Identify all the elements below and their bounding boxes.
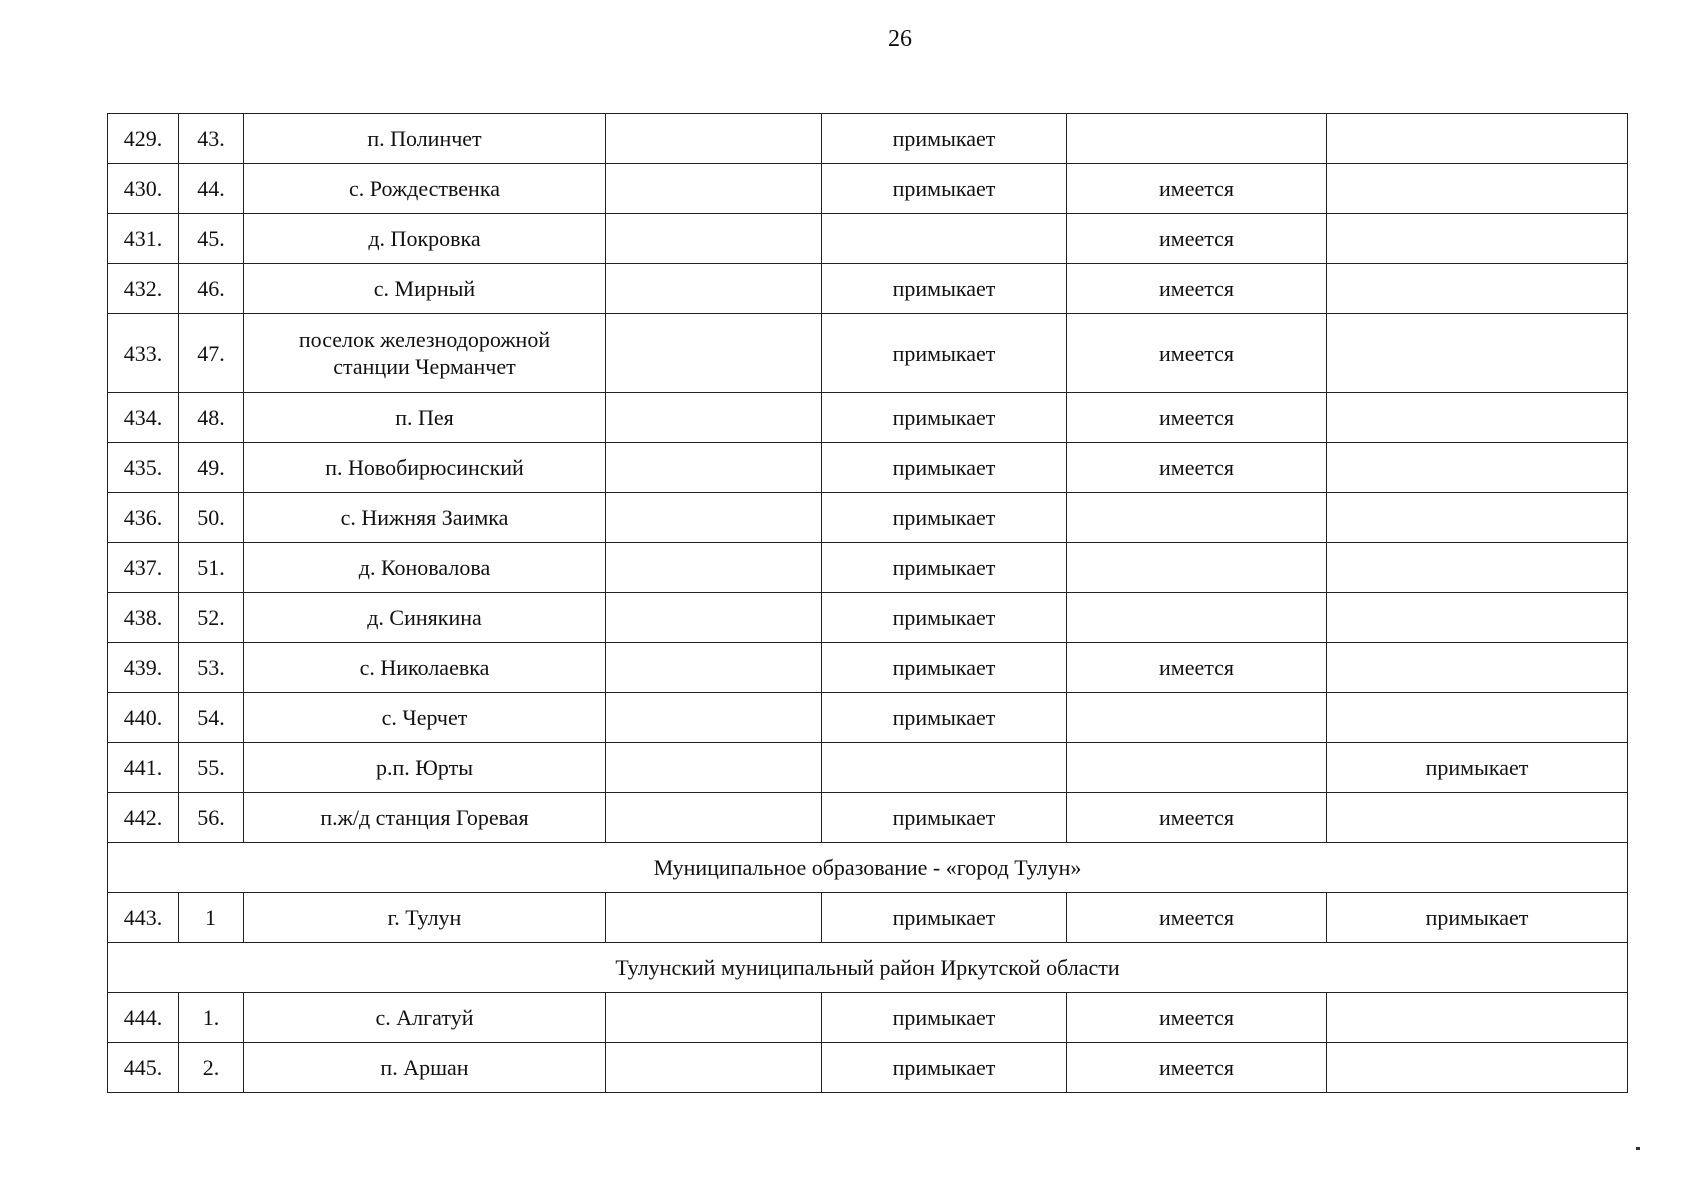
column-5-cell: примыкает [822,893,1067,943]
column-6-cell: имеется [1067,643,1327,693]
settlement-name-cell: д. Покровка [244,214,606,264]
column-7-cell [1327,1043,1628,1093]
column-6-cell [1067,493,1327,543]
settlement-name-cell: поселок железнодорожной станции Черманчет [244,314,606,393]
column-5-cell: примыкает [822,643,1067,693]
row-number-cell: 436. [108,493,179,543]
settlement-name-cell: г. Тулун [244,893,606,943]
column-4-cell [606,593,822,643]
settlement-name-cell: с. Рождественка [244,164,606,214]
column-6-cell [1067,743,1327,793]
column-7-cell [1327,793,1628,843]
column-4-cell [606,214,822,264]
column-6-cell [1067,543,1327,593]
table-row [108,493,1628,543]
column-4-cell [606,114,822,164]
column-5-cell: примыкает [822,114,1067,164]
row-number-cell: 431. [108,214,179,264]
column-6-cell [1067,114,1327,164]
column-4-cell [606,543,822,593]
column-6-cell [1067,693,1327,743]
settlement-name-cell: с. Нижняя Заимка [244,493,606,543]
column-5-cell: примыкает [822,1043,1067,1093]
column-6-cell: имеется [1067,893,1327,943]
column-5-cell: примыкает [822,543,1067,593]
local-number-cell: 46. [179,264,244,314]
local-number-cell: 1. [179,993,244,1043]
column-7-cell: примыкает [1327,743,1628,793]
column-7-cell [1327,593,1628,643]
row-number-cell: 435. [108,443,179,493]
row-number-cell: 442. [108,793,179,843]
row-number-cell: 433. [108,314,179,393]
settlement-name-cell: п. Аршан [244,1043,606,1093]
table-row [108,393,1628,443]
table-row [108,314,1628,393]
column-7-cell [1327,443,1628,493]
column-7-cell [1327,543,1628,593]
column-7-cell [1327,214,1628,264]
column-4-cell [606,643,822,693]
settlement-name-cell: д. Коновалова [244,543,606,593]
settlement-name-cell: п. Пея [244,393,606,443]
settlement-name-cell: с. Николаевка [244,643,606,693]
column-4-cell [606,264,822,314]
section-header-row [108,843,1628,893]
column-4-cell [606,314,822,393]
page-number: 26 [888,26,912,52]
local-number-cell: 1 [179,893,244,943]
row-number-cell: 429. [108,114,179,164]
column-7-cell: примыкает [1327,893,1628,943]
local-number-cell: 48. [179,393,244,443]
column-6-cell: имеется [1067,164,1327,214]
column-4-cell [606,893,822,943]
section-title-tulun-city: Муниципальное образование - «город Тулун» [108,843,1628,893]
column-7-cell [1327,993,1628,1043]
column-6-cell: имеется [1067,314,1327,393]
settlement-name-cell: п. Полинчет [244,114,606,164]
table-body [108,114,1628,1093]
local-number-cell: 53. [179,643,244,693]
column-5-cell: примыкает [822,793,1067,843]
column-6-cell: имеется [1067,793,1327,843]
table-row [108,693,1628,743]
column-4-cell [606,164,822,214]
row-number-cell: 430. [108,164,179,214]
column-7-cell [1327,264,1628,314]
table-row [108,164,1628,214]
column-4-cell [606,693,822,743]
local-number-cell: 43. [179,114,244,164]
table-row [108,743,1628,793]
column-6-cell: имеется [1067,993,1327,1043]
column-6-cell: имеется [1067,1043,1327,1093]
settlement-name-cell: с. Черчет [244,693,606,743]
local-number-cell: 51. [179,543,244,593]
column-5-cell: примыкает [822,264,1067,314]
local-number-cell: 52. [179,593,244,643]
table-row [108,993,1628,1043]
column-6-cell: имеется [1067,214,1327,264]
section-title-tulun-district: Тулунский муниципальный район Иркутской области [108,943,1628,993]
local-number-cell: 44. [179,164,244,214]
column-7-cell [1327,164,1628,214]
table-row [108,114,1628,164]
row-number-cell: 441. [108,743,179,793]
column-4-cell [606,493,822,543]
column-4-cell [606,393,822,443]
table-row [108,893,1628,943]
row-number-cell: 432. [108,264,179,314]
column-7-cell [1327,114,1628,164]
column-7-cell [1327,643,1628,693]
settlement-name-cell: п.ж/д станция Горевая [244,793,606,843]
local-number-cell: 45. [179,214,244,264]
local-number-cell: 55. [179,743,244,793]
column-7-cell [1327,314,1628,393]
table-row [108,643,1628,693]
column-5-cell [822,214,1067,264]
settlement-name-cell: с. Алгатуй [244,993,606,1043]
table-row [108,793,1628,843]
row-number-cell: 434. [108,393,179,443]
column-4-cell [606,443,822,493]
column-5-cell: примыкает [822,393,1067,443]
column-5-cell: примыкает [822,493,1067,543]
column-4-cell [606,993,822,1043]
column-7-cell [1327,493,1628,543]
stray-mark [1636,1147,1640,1150]
column-6-cell: имеется [1067,443,1327,493]
section-header-row [108,943,1628,993]
row-number-cell: 437. [108,543,179,593]
column-6-cell: имеется [1067,264,1327,314]
local-number-cell: 50. [179,493,244,543]
row-number-cell: 443. [108,893,179,943]
column-6-cell [1067,593,1327,643]
column-4-cell [606,743,822,793]
table-row [108,1043,1628,1093]
table-row [108,593,1628,643]
local-number-cell: 56. [179,793,244,843]
column-6-cell: имеется [1067,393,1327,443]
local-number-cell: 47. [179,314,244,393]
column-5-cell: примыкает [822,314,1067,393]
settlement-name-cell: с. Мирный [244,264,606,314]
local-number-cell: 2. [179,1043,244,1093]
settlements-table [107,113,1628,1093]
settlement-name-cell: д. Синякина [244,593,606,643]
column-5-cell: примыкает [822,164,1067,214]
table-row [108,443,1628,493]
column-7-cell [1327,393,1628,443]
column-4-cell [606,1043,822,1093]
local-number-cell: 49. [179,443,244,493]
column-4-cell [606,793,822,843]
table-row [108,543,1628,593]
row-number-cell: 440. [108,693,179,743]
table-row [108,214,1628,264]
row-number-cell: 444. [108,993,179,1043]
column-5-cell [822,743,1067,793]
column-5-cell: примыкает [822,593,1067,643]
settlement-name-cell: п. Новобирюсинский [244,443,606,493]
row-number-cell: 438. [108,593,179,643]
column-5-cell: примыкает [822,693,1067,743]
column-5-cell: примыкает [822,993,1067,1043]
settlement-name-cell: р.п. Юрты [244,743,606,793]
table-row [108,264,1628,314]
column-7-cell [1327,693,1628,743]
row-number-cell: 439. [108,643,179,693]
row-number-cell: 445. [108,1043,179,1093]
local-number-cell: 54. [179,693,244,743]
column-5-cell: примыкает [822,443,1067,493]
